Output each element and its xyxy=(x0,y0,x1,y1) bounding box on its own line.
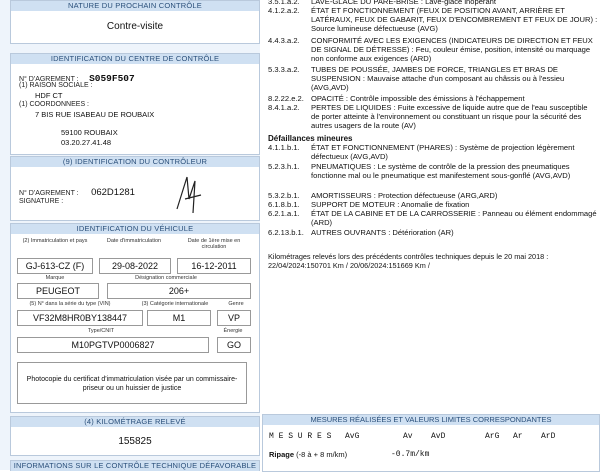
left-column xyxy=(0,0,260,470)
coord-label: (1) COORDONNEES : xyxy=(19,101,90,108)
minor-item: 6.2.13.b.1. AUTRES OUVRANTS : Détérioration (AR) xyxy=(268,228,454,237)
centre-agrement-label: N° D'AGREMENT : xyxy=(19,76,79,83)
type-field: M10PGTVP0006827 xyxy=(17,337,209,353)
minor-item: 6.1.8.b.1. SUPPORT DE MOTEUR : Anomalie de fixation xyxy=(268,200,470,209)
bottom-info-section xyxy=(10,460,260,471)
defect-item: 3.5.1.a.2. LAVE-GLACE DU PARE-BRISE : Lave-glace inopérant xyxy=(268,0,497,6)
signature-label: SIGNATURE : xyxy=(19,198,64,205)
address-line1: 7 BIS RUE ISABEAU DE ROUBAIX xyxy=(35,110,155,119)
energie-label: Énergie xyxy=(223,328,243,334)
defect-item: 5.3.3.a.2. TUBES DE POUSSÉE, JAMBES DE FORCE, TRIANGLES ET BRAS DE SUSPENSION : Mauvaise attache d'un composant au châssis ou à l'essieu (AVG,AVD) xyxy=(268,65,565,92)
vehicle-section xyxy=(10,223,260,413)
defect-item: 4.4.3.a.2. CONFORMITÉ AVEC LES EXIGENCES (INDICATEURS DE DIRECTION ET FEUX DE SIGNAL DE DÉTRESSE) : Feu, couleur émise, position, intensité ou marquage non conforme aux exigences (ARD) xyxy=(268,36,593,63)
immat-date-field: 29-08-2022 xyxy=(99,258,171,274)
bottom-info-title: INFORMATIONS SUR LE CONTRÔLE TECHNIQUE DÉFAVORABLE xyxy=(11,461,259,471)
raison-value: HDF CT xyxy=(35,91,63,100)
km-value: 155825 xyxy=(118,436,152,447)
mesures-label: M E S U R E S xyxy=(269,432,332,441)
km-title: (4) KILOMÉTRAGE RELEVÉ xyxy=(11,417,259,427)
controleur-title: (9) IDENTIFICATION DU CONTRÔLEUR xyxy=(11,157,259,167)
type-label: Type/CNIT xyxy=(87,328,115,334)
registration-note: Photocopie du certificat d'immatriculation visée par un commissaire-priseur ou un huissier de justice xyxy=(17,362,247,404)
col-avg: AvG xyxy=(345,432,360,441)
signature-image xyxy=(171,169,207,215)
marque-label: Marque xyxy=(45,275,65,281)
minor-item: 5.2.3.h.1. PNEUMATIQUES : Le système de contrôle de la pression des pneumatiques fonctionne mal ou le pneumatique est manifestement sous-gonflé (AVG,AVD) xyxy=(268,162,571,180)
defect-item: 4.1.2.a.2. ÉTAT ET FONCTIONNEMENT (FEUX DE POSITION AVANT, ARRIÈRE ET LATÉRAUX, FEUX DE GABARIT, FEUX D'ENCOMBREMENT ET FEUX DE JOUR) : Source lumineuse défectueuse (AVG) xyxy=(268,6,598,33)
mesures-section xyxy=(262,414,600,472)
col-ard: ArD xyxy=(541,432,556,441)
centre-phone: 03.20.27.41.48 xyxy=(61,138,112,147)
col-arg: ArG xyxy=(485,432,500,441)
controleur-agrement-label: N° D'AGREMENT : xyxy=(19,190,79,197)
minor-title: Défaillances mineures xyxy=(268,134,353,143)
immat-label: (2) Immatriculation et pays xyxy=(22,238,88,244)
minor-item: 4.1.1.b.1. ÉTAT ET FONCTIONNEMENT (PHARES) : Système de projection légèrement défectueux (AVG,AVD) xyxy=(268,143,575,161)
ripage-label: Ripage xyxy=(269,450,295,459)
genre-label: Genre xyxy=(228,301,244,307)
km-history: Kilométrages relevés lors des précédents contrôles techniques depuis le 20 mai 2018 : 22/04/2024:150701 Km / 20/06/2024:151669 Km / xyxy=(268,252,549,270)
col-ar: Ar xyxy=(513,432,523,441)
next-control-section xyxy=(10,0,260,44)
km-section xyxy=(10,416,260,456)
col-avd: AvD xyxy=(431,432,446,441)
address-line2: 59100 ROUBAIX xyxy=(61,128,118,137)
energie-field: GO xyxy=(217,337,251,353)
col-av: Av xyxy=(403,432,413,441)
ripage-row xyxy=(269,450,347,459)
next-control-value: Contre-visite xyxy=(106,21,164,32)
centre-title: IDENTIFICATION DU CENTRE DE CONTRÔLE xyxy=(11,54,259,64)
ripage-range: (-8 à + 8 m/km) xyxy=(296,450,348,459)
mesures-title: MESURES RÉALISÉES ET VALEURS LIMITES CORRESPONDANTES xyxy=(263,415,599,425)
minor-item: 5.3.2.b.1. AMORTISSEURS : Protection défectueuse (ARG,ARD) xyxy=(268,191,498,200)
categorie-label: (3) Catégorie internationale xyxy=(141,301,209,307)
first-circ-field: 16-12-2011 xyxy=(177,258,251,274)
first-circ-label: Date de 1ère mise en circulation xyxy=(187,238,241,250)
designation-label: Désignation commerciale xyxy=(135,275,197,281)
vehicle-title: IDENTIFICATION DU VÉHICULE xyxy=(11,224,259,234)
centre-section xyxy=(10,53,260,155)
right-column xyxy=(260,0,600,470)
centre-agrement-value: S059F507 xyxy=(89,73,135,84)
minor-item: 6.2.1.a.1. ÉTAT DE LA CABINE ET DE LA CARROSSERIE : Panneau ou élément endommagé (ARD) xyxy=(268,209,597,227)
defect-item: 8.2.22.e.2. OPACITÉ : Contrôle impossible des émissions à l'échappement xyxy=(268,94,525,103)
controleur-section xyxy=(10,156,260,221)
raison-label: (1) RAISON SOCIALE : xyxy=(19,82,93,89)
genre-field: VP xyxy=(217,310,251,326)
controleur-agrement-value: 062D1281 xyxy=(91,187,135,198)
immat-field: GJ-613-CZ (F) xyxy=(17,258,93,274)
marque-field: PEUGEOT xyxy=(17,283,99,299)
next-control-title: NATURE DU PROCHAIN CONTRÔLE xyxy=(11,1,259,11)
ripage-value: -0.7m/km xyxy=(391,450,430,459)
defect-item: 8.4.1.a.2. PERTES DE LIQUIDES : Fuite excessive de liquide autre que de l'eau susceptible de porter atteinte à l'environnement ou constituant un risque pour la sécurité des autres usagers de la route (AV) xyxy=(268,103,588,130)
vin-label: (5) N° dans la série du type (VIN) xyxy=(29,301,111,307)
vin-field: VF32M8HR0BY138447 xyxy=(17,310,143,326)
designation-field: 206+ xyxy=(107,283,251,299)
categorie-field: M1 xyxy=(147,310,211,326)
immat-date-label: Date d'immatriculation xyxy=(106,238,162,244)
